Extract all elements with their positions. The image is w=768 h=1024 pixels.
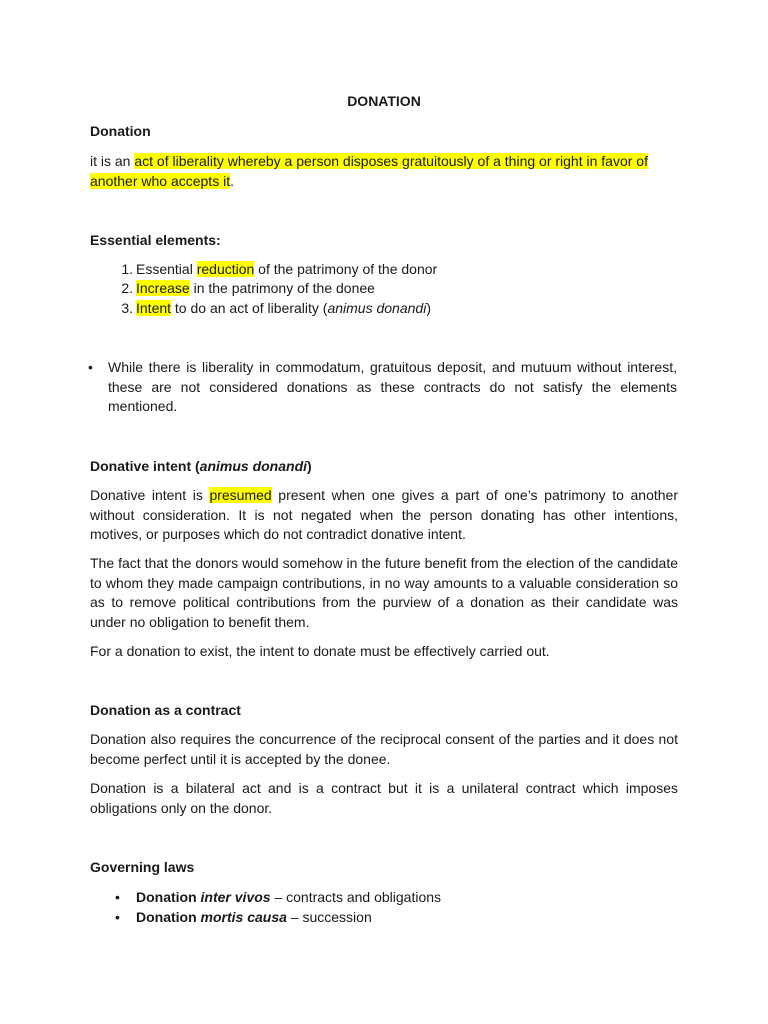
law-bold-italic: inter vivos [200,889,271,905]
section-heading-donation: Donation [90,123,151,139]
law-text: – contracts and obligations [270,889,442,905]
section-heading-governing-laws: Governing laws [90,859,195,875]
item-text: to do an act of liberality ( [171,300,328,316]
section-heading-essential-elements: Essential elements: [90,232,221,248]
item-italic: animus donandi [327,300,427,316]
list-item-intent [136,299,696,319]
heading-text: Donative intent ( [90,458,200,474]
section-heading-donative-intent [90,457,678,477]
list-number: 1. [121,261,133,277]
item-highlight: reduction [196,261,255,277]
item-text: Essential [136,261,197,277]
law-bold-italic: mortis causa [200,909,287,925]
list-number: 2. [121,280,133,296]
bullet-dot-icon: • [115,889,120,905]
donation-definition [90,152,678,191]
list-item-increase [136,279,696,299]
heading-italic: animus donandi [199,458,308,474]
definition-highlight: act of liberality whereby a person disposes gratuitously of a thing or right in favor of another who accepts it [90,153,648,189]
item-text: of the patrimony of the donor [254,261,438,277]
document-title: DONATION [347,93,421,109]
para-text: present when one gives a part of one’s patrimony to another without consideration. It is not negated when the person donating has other intentions, motives, or purposes which do not contradict donative intent. [90,487,678,542]
consent-paragraph: Donation also requires the concurrence of the reciprocal consent of the parties and it does not become perfect until it is accepted by the donee. [90,731,678,767]
heading-text: ) [307,458,312,474]
law-text: – succession [286,909,372,925]
donative-intent-paragraph [90,486,678,545]
intent-carried-out-paragraph: For a donation to exist, the intent to donate must be effectively carried out. [90,643,550,659]
item-text: ) [426,300,431,316]
bilateral-act-paragraph: Donation is a bilateral act and is a contract but it is a unilateral contract which imposes obligations only on the donor. [90,780,678,816]
para-highlight: presumed [209,487,272,503]
item-text: in the patrimony of the donee [189,280,375,296]
governing-law-mortis-causa [136,908,696,928]
bullet-dot-icon: • [115,909,120,925]
list-item-reduction [136,260,696,280]
governing-law-inter-vivos [136,888,696,908]
law-bold: Donation [136,909,201,925]
item-highlight: Increase [136,280,190,296]
para-text: Donative intent is [90,487,210,503]
definition-intro: it is an [90,153,135,169]
section-heading-donation-contract: Donation as a contract [90,702,241,718]
item-highlight: Intent [136,300,172,316]
campaign-contribution-paragraph: The fact that the donors would somehow in the future benefit from the election of the candidate to whom they made campaign contributions, in no way amounts to a valuable consideration so as to remove political contributions from the purview of a donation as their candidate was under no obligation to benefit them. [90,555,678,630]
law-bold: Donation [136,889,201,905]
bullet-dot-icon: • [88,359,93,375]
definition-period: . [230,172,234,189]
commodatum-note: While there is liberality in commodatum, gratuitous deposit, and mutuum without interest, these are not considered donations as these contracts do not satisfy the elements mentioned. [108,359,677,414]
list-number: 3. [121,300,133,316]
